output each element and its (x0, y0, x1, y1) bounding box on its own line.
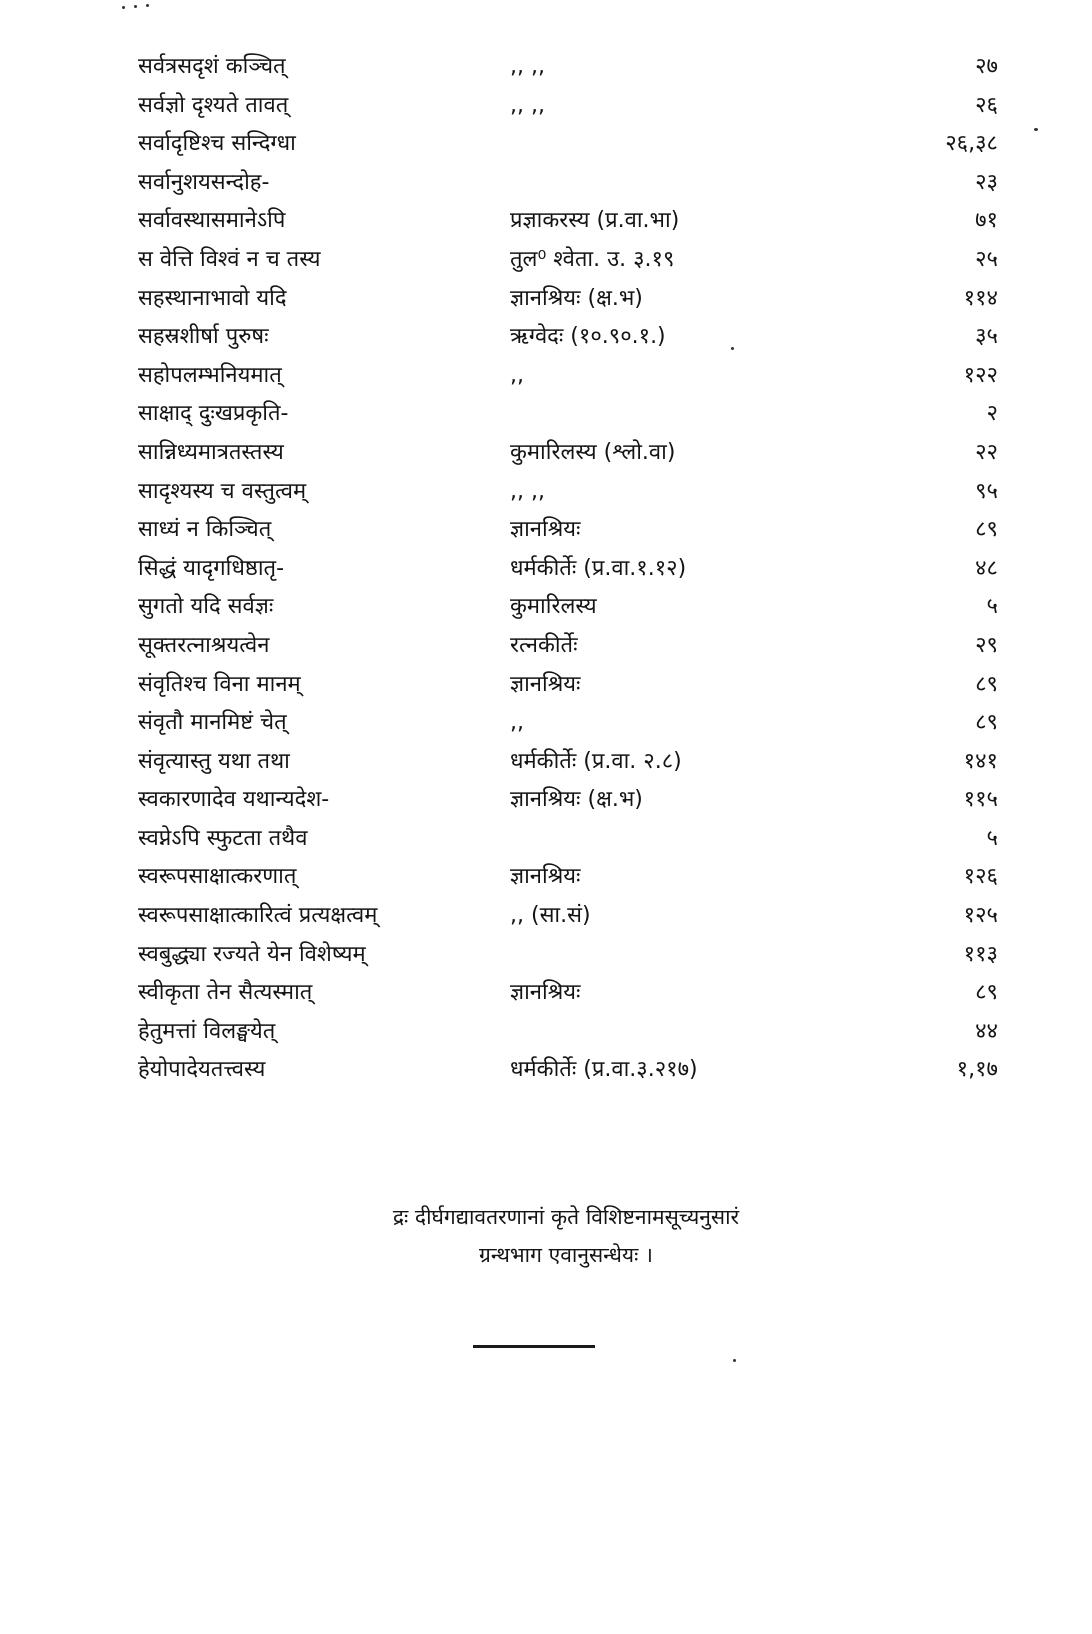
index-row (138, 897, 998, 936)
page-reference: ८९ (975, 671, 998, 697)
verse-opening: संवृत्यास्तु यथा तथा (138, 748, 290, 774)
index-row (138, 357, 998, 396)
index-row (138, 511, 998, 550)
verse-source: प्रज्ञाकरस्य (प्र.वा.भा) (510, 208, 680, 234)
end-rule (473, 1345, 595, 1348)
verse-opening: सहस्रशीर्षा पुरुषः (138, 324, 269, 350)
page-reference: २५ (975, 246, 998, 272)
page-reference: १४१ (963, 748, 998, 774)
index-row (138, 434, 998, 473)
verse-source: ज्ञानश्रियः (510, 980, 581, 1006)
page-reference: ५ (986, 594, 998, 620)
verse-opening: स्वरूपसाक्षात्करणात् (138, 864, 297, 890)
verse-source: कुमारिलस्य (श्लो.वा) (510, 439, 676, 465)
index-row (138, 202, 998, 241)
index-row (138, 627, 998, 666)
page-reference: ४८ (975, 555, 998, 581)
page-reference: ७१ (975, 208, 998, 234)
index-row (138, 974, 998, 1013)
page-reference: २६ (975, 92, 998, 118)
page-reference: १२६ (963, 864, 998, 890)
page-reference: ८९ (975, 710, 998, 736)
verse-source: ज्ञानश्रियः (क्ष.भ) (510, 787, 643, 813)
page-reference: ११४ (963, 285, 998, 311)
verse-source: ,, (510, 362, 524, 388)
verse-opening: संवृतौ मानमिष्टं चेत् (138, 710, 287, 736)
verse-opening: स्वीकृता तेन सैत्यस्मात् (138, 980, 313, 1006)
verse-source: ज्ञानश्रियः (510, 864, 581, 890)
page-reference: २२ (975, 439, 998, 465)
page-reference: २३ (975, 169, 998, 195)
index-row (138, 858, 998, 897)
page-reference: ८९ (975, 980, 998, 1006)
verse-source: तुल⁰ श्वेता. उ. ३.१९ (510, 246, 675, 272)
page-reference: २७ (975, 54, 998, 79)
index-row (138, 820, 998, 859)
page-reference: ४४ (975, 1018, 998, 1044)
print-speck (1034, 128, 1038, 131)
index-row (138, 704, 998, 743)
verse-source: ,, ,, (510, 54, 545, 79)
verse-opening: सहस्थानाभावो यदि (138, 285, 287, 311)
verse-opening: साक्षाद् दुःखप्रकृति- (138, 401, 289, 427)
verse-source: ,, ,, (510, 92, 545, 118)
verse-opening: हेतुमत्तां विलङ्घयेत् (138, 1018, 276, 1044)
index-row (138, 1051, 998, 1090)
verse-opening: सहोपलम्भनियमात् (138, 362, 282, 388)
page-reference: ३५ (975, 324, 998, 350)
verse-opening: सादृश्यस्य च वस्तुत्वम् (138, 478, 307, 504)
page-reference: ८९ (975, 517, 998, 543)
index-row (138, 743, 998, 782)
verse-opening: स्वप्नेऽपि स्फुटता तथैव (138, 825, 308, 851)
index-row (138, 125, 998, 164)
page-reference: ५ (986, 825, 998, 851)
verse-opening: संवृतिश्च विना मानम् (138, 671, 301, 697)
verse-index-table (138, 48, 998, 1090)
index-row (138, 48, 998, 87)
page-reference: ११३ (963, 941, 998, 967)
page-reference: १२५ (963, 903, 998, 929)
verse-opening: सर्वादृष्टिश्च सन्दिग्धा (138, 131, 296, 157)
footnote-line-2: ग्रन्थभाग एवानुसन्धेयः । (479, 1243, 653, 1267)
index-row (138, 395, 998, 434)
print-speck (733, 1359, 736, 1362)
print-speck (146, 4, 149, 7)
page-reference: १,१७ (956, 1057, 998, 1083)
page-reference: २६,३८ (945, 131, 998, 157)
index-row (138, 588, 998, 627)
index-row (138, 280, 998, 319)
verse-source: धर्मकीर्तेः (प्र.वा. २.८) (510, 748, 682, 774)
verse-opening: सर्वावस्थासमानेऽपि (138, 208, 286, 234)
index-row (138, 318, 998, 357)
page-reference: २ (986, 401, 998, 427)
verse-opening: स्वबुद्ध्या रज्यते येन विशेष्यम् (138, 941, 366, 967)
index-row (138, 241, 998, 280)
index-row (138, 473, 998, 512)
index-row (138, 550, 998, 589)
verse-opening: स्वरूपसाक्षात्कारित्वं प्रत्यक्षत्वम् (138, 903, 378, 929)
verse-opening: सर्वज्ञो दृश्यते तावत् (138, 92, 289, 118)
verse-source: रत्नकीर्तेः (510, 632, 578, 658)
page-reference: ११५ (963, 787, 998, 813)
verse-opening: सुगतो यदि सर्वज्ञः (138, 594, 274, 620)
verse-source: कुमारिलस्य (510, 594, 597, 620)
verse-source: ज्ञानश्रियः (510, 517, 581, 543)
verse-opening: सिद्धं यादृगधिष्ठातृ- (138, 555, 285, 581)
verse-opening: सूक्तरत्नाश्रयत्वेन (138, 632, 270, 658)
index-row (138, 87, 998, 126)
verse-opening: सर्वत्रसदृशं कञ्चित् (138, 54, 286, 79)
index-row (138, 781, 998, 820)
verse-opening: सान्निध्यमात्रतस्तस्य (138, 439, 284, 465)
print-speck (122, 6, 125, 9)
verse-source: ,, ,, (510, 478, 545, 504)
verse-opening: स वेत्ति विश्वं न च तस्य (138, 246, 321, 272)
page-reference: ९५ (975, 478, 998, 504)
index-row (138, 1013, 998, 1052)
verse-source: ,, (510, 710, 524, 736)
verse-source: ज्ञानश्रियः (क्ष.भ) (510, 285, 643, 311)
verse-source: ज्ञानश्रियः (510, 671, 581, 697)
index-row (138, 666, 998, 705)
verse-source: धर्मकीर्तेः (प्र.वा.३.२१७) (510, 1057, 698, 1083)
verse-opening: स्वकारणादेव यथान्यदेश- (138, 787, 330, 813)
print-speck (134, 5, 137, 8)
index-row (138, 164, 998, 203)
footnote-line-1: द्रः दीर्घगद्यावतरणानां कृते विशिष्टनामसूच्यनुसारं (392, 1205, 740, 1229)
verse-source: ,, (सा.सं) (510, 903, 591, 929)
index-row (138, 936, 998, 975)
page-reference: २९ (975, 632, 998, 658)
page-reference: १२२ (963, 362, 998, 388)
verse-opening: सर्वानुशयसन्दोह- (138, 169, 270, 195)
verse-opening: हेयोपादेयतत्त्वस्य (138, 1057, 266, 1083)
verse-source: धर्मकीर्तेः (प्र.वा.१.१२) (510, 555, 687, 581)
verse-opening: साध्यं न किञ्चित् (138, 517, 272, 543)
verse-source: ऋग्वेदः (१०.९०.१.) (510, 324, 666, 350)
